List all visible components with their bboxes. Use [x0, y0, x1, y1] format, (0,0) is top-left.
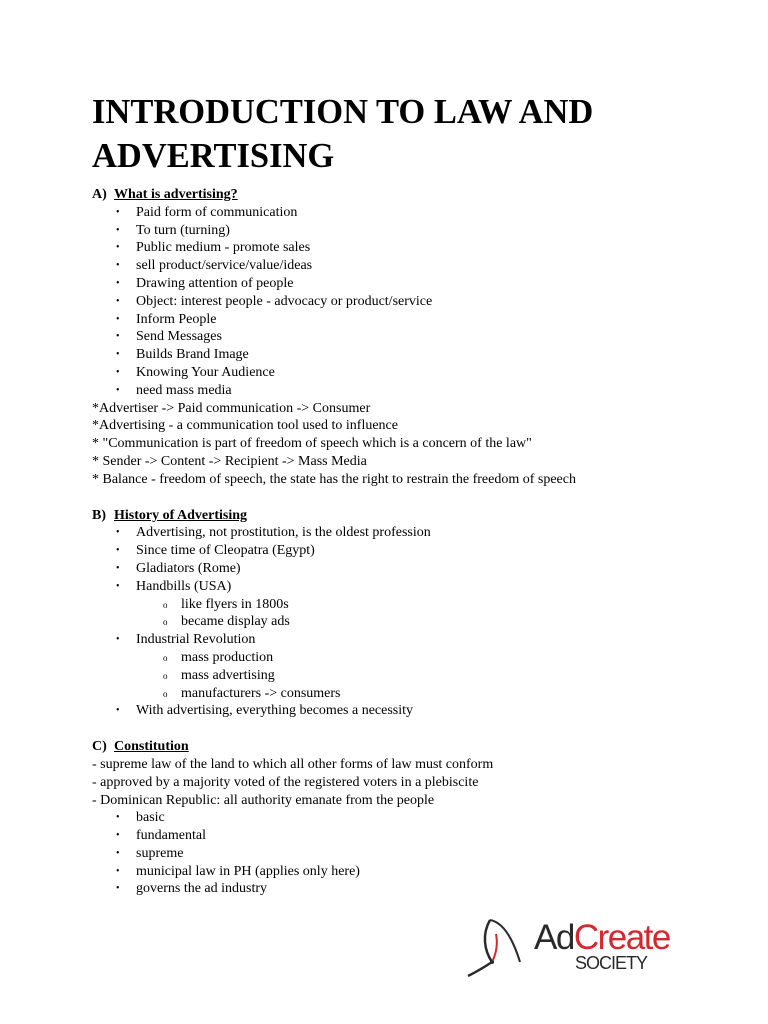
list-item: • Knowing Your Audience	[116, 364, 275, 380]
sub-bullet-icon: o	[163, 652, 168, 663]
bullet-icon: •	[116, 545, 120, 557]
list-item: • With advertising, everything becomes a necessity	[116, 703, 414, 719]
bullet-icon: •	[116, 242, 120, 254]
list-item: • Gladiators (Rome)	[116, 560, 241, 576]
bullet-icon: •	[116, 562, 120, 574]
bullet-icon: •	[116, 331, 120, 343]
note-line: - supreme law of the land to which all other forms of law must conform	[92, 756, 494, 772]
note-line: *Advertiser -> Paid communication -> Consumer	[92, 400, 371, 416]
sub-list-item: o like flyers in 1800s	[92, 596, 732, 614]
list-item: • Inform People	[116, 311, 217, 327]
bullet-icon: •	[116, 634, 120, 646]
bullet-icon: •	[116, 705, 120, 717]
list-item: • fundamental	[116, 828, 206, 844]
list-item: • basic	[116, 810, 165, 826]
section-b-letter: B)	[92, 507, 106, 523]
sub-list-item: o mass production	[92, 649, 732, 667]
bullet-icon: •	[116, 277, 120, 289]
bullet-icon: •	[116, 366, 120, 378]
section-a-title: What is advertising?	[114, 187, 238, 202]
bullet-icon: •	[116, 384, 120, 396]
list-item: • governs the ad industry	[116, 881, 268, 897]
section-c-heading	[92, 738, 732, 756]
sub-bullet-icon: o	[163, 617, 168, 628]
sub-list-item: o manufacturers -> consumers	[92, 685, 732, 703]
bullet-icon: •	[116, 206, 120, 218]
title-line-1: INTRODUCTION TO LAW AND	[92, 93, 594, 131]
sub-list-item: o mass advertising	[92, 667, 732, 685]
list-item: • Public medium - promote sales	[116, 240, 311, 256]
adcreate-society-logo	[462, 914, 692, 980]
section-b-title: History of Advertising	[114, 507, 247, 523]
section-c-title: Constitution	[114, 739, 189, 755]
list-item: • Industrial Revolution	[116, 632, 256, 648]
section-a-letter: A)	[92, 187, 107, 202]
bullet-icon: •	[116, 295, 120, 307]
list-item: • need mass media	[116, 382, 232, 398]
list-item: • Object: interest people - advocacy or product/service	[116, 293, 433, 309]
section-c-letter: C)	[92, 739, 107, 755]
note-line: * "Communication is part of freedom of speech which is a concern of the law"	[92, 436, 532, 452]
bullet-icon: •	[116, 865, 120, 877]
list-item: • Handbills (USA)	[116, 578, 232, 594]
note-line: - approved by a majority voted of the registered voters in a plebiscite	[92, 774, 479, 790]
bullet-icon: •	[116, 883, 120, 895]
sub-list-item: o became display ads	[92, 613, 732, 631]
document-body	[92, 186, 732, 898]
bullet-icon: •	[116, 527, 120, 539]
note-line: *Advertising - a communication tool used to influence	[92, 418, 398, 434]
bullet-icon: •	[116, 847, 120, 859]
list-item: • To turn (turning)	[116, 222, 230, 238]
section-a-heading	[92, 186, 732, 204]
list-item: • sell product/service/value/ideas	[116, 258, 313, 274]
list-item: • Drawing attention of people	[116, 275, 294, 291]
document-title	[92, 90, 692, 178]
list-item: • Builds Brand Image	[116, 347, 249, 363]
bullet-icon: •	[116, 349, 120, 361]
note-line: * Balance - freedom of speech, the state has the right to restrain the freedom of speech	[92, 471, 576, 487]
title-line-2: ADVERTISING	[92, 137, 335, 175]
bullet-icon: •	[116, 812, 120, 824]
note-line: * Sender -> Content -> Recipient -> Mass Media	[92, 453, 367, 469]
sub-bullet-icon: o	[163, 670, 168, 681]
sub-bullet-icon: o	[163, 599, 168, 610]
bullet-icon: •	[116, 313, 120, 325]
section-b-heading	[92, 507, 732, 525]
list-item: • Paid form of communication	[116, 204, 298, 220]
logo-brand-part1: Ad	[534, 918, 574, 957]
list-item: • municipal law in PH (applies only here)	[116, 863, 360, 879]
note-line: - Dominican Republic: all authority emanate from the people	[92, 792, 435, 808]
list-item: • supreme	[116, 845, 184, 861]
bullet-icon: •	[116, 580, 120, 592]
list-item: • Send Messages	[116, 329, 222, 345]
bullet-icon: •	[116, 224, 120, 236]
list-item: • Since time of Cleopatra (Egypt)	[116, 543, 315, 559]
bullet-icon: •	[116, 260, 120, 272]
list-item: • Advertising, not prostitution, is the oldest profession	[116, 525, 431, 541]
bullet-icon: •	[116, 830, 120, 842]
logo-brand-part2: Create	[573, 918, 670, 957]
sub-bullet-icon: o	[163, 688, 168, 699]
logo-society-label: SOCIETY	[575, 953, 648, 973]
logo-wordmark	[534, 920, 670, 956]
logo-swoosh-icon	[462, 914, 532, 980]
